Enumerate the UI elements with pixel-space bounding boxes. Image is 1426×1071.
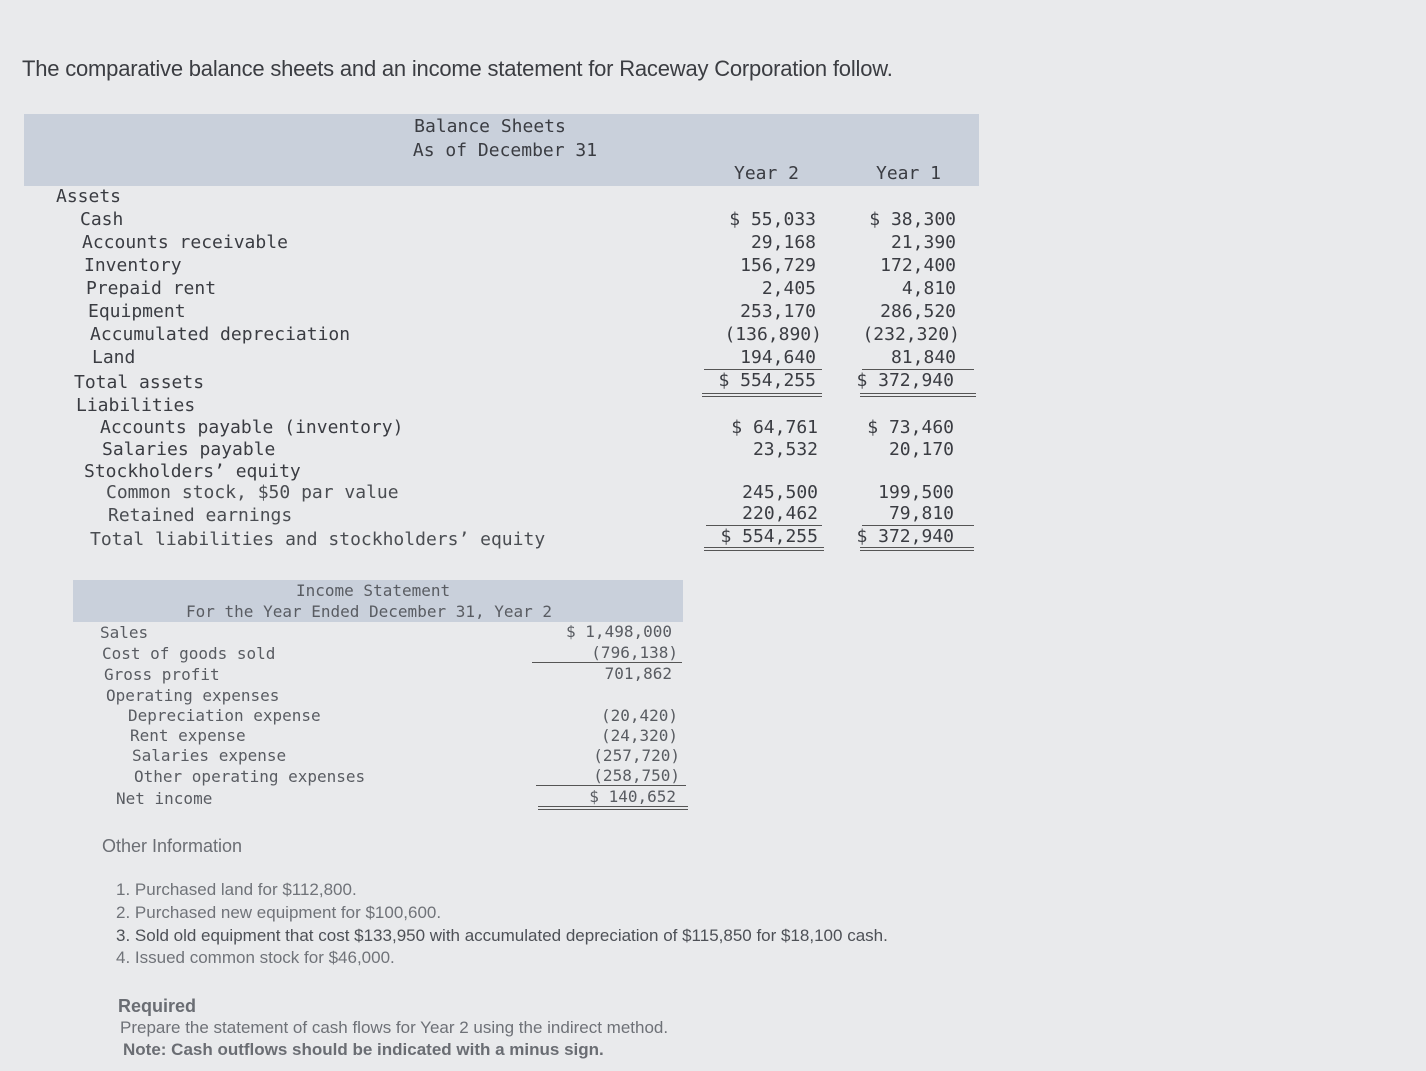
double-rule — [860, 547, 974, 548]
opex-value: (20,420) — [600, 706, 678, 725]
row-label: Common stock, $50 par value — [106, 482, 399, 503]
row-value-year-1: 4,810 — [901, 278, 956, 299]
income-statement-title: Income Statement — [296, 581, 451, 600]
intro-text: The comparative balance sheets and an income statement for Raceway Corporation follow. — [22, 56, 893, 81]
opex-label: Other operating expenses — [134, 767, 366, 786]
income-statement-subtitle: For the Year Ended December 31, Year 2 — [186, 602, 553, 621]
assets-heading: Assets — [56, 186, 122, 207]
double-rule — [704, 547, 824, 548]
cogs-value: (796,138) — [591, 643, 678, 662]
sales-value: $ 1,498,000 — [566, 622, 672, 641]
total-liabilities-equity-year-1: $ 372,940 — [856, 526, 954, 547]
row-label: Land — [92, 347, 136, 368]
required-note: Note: Cash outflows should be indicated with a minus sign. — [123, 1040, 604, 1059]
row-value-year-1: 21,390 — [890, 232, 956, 253]
total-assets-label: Total assets — [74, 372, 205, 393]
double-rule — [860, 393, 976, 394]
balance-sheet-title: Balance Sheets — [414, 116, 566, 137]
double-rule — [538, 806, 688, 807]
opex-value: (258,750) — [593, 766, 680, 785]
row-label: Prepaid rent — [86, 278, 217, 299]
opex-value: (24,320) — [600, 726, 678, 745]
opex-heading: Operating expenses — [106, 686, 280, 705]
row-label: Inventory — [84, 255, 182, 276]
net-income-label: Net income — [116, 789, 213, 808]
double-rule — [860, 396, 976, 397]
double-rule — [860, 550, 974, 551]
total-assets-year-1: $ 372,940 — [856, 370, 954, 391]
row-value-year-1: 20,170 — [888, 439, 954, 460]
double-rule — [702, 393, 822, 394]
row-value-year-2: 220,462 — [742, 503, 818, 524]
row-value-year-2: $ 55,033 — [729, 209, 816, 230]
row-value-year-2: 29,168 — [750, 232, 816, 253]
row-value-year-1: 79,810 — [888, 503, 954, 524]
row-label: Accounts payable (inventory) — [100, 417, 404, 438]
row-value-year-1: $ 73,460 — [867, 417, 954, 438]
row-value-year-1: 172,400 — [880, 255, 956, 276]
total-liabilities-equity-year-2: $ 554,255 — [720, 526, 818, 547]
opex-label: Rent expense — [130, 726, 246, 745]
row-label: Retained earnings — [108, 505, 293, 526]
row-label: Cash — [80, 209, 124, 230]
net-income-value: $ 140,652 — [589, 787, 676, 806]
equity-heading: Stockholders’ equity — [84, 461, 301, 482]
required-heading: Required — [118, 996, 197, 1016]
liabilities-heading: Liabilities — [76, 395, 196, 416]
sales-label: Sales — [100, 623, 149, 642]
row-label: Accounts receivable — [82, 232, 288, 253]
row-value-year-1: 81,840 — [890, 347, 956, 368]
row-value-year-2: 23,532 — [752, 439, 818, 460]
double-rule — [538, 809, 688, 810]
other-information-item: 4. Issued common stock for $46,000. — [116, 948, 395, 967]
other-information-item: 2. Purchased new equipment for $100,600. — [116, 903, 442, 922]
required-text: Prepare the statement of cash flows for Year 2 using the indirect method. — [120, 1018, 669, 1037]
row-value-year-1: 199,500 — [878, 482, 954, 503]
total-assets-year-2: $ 554,255 — [718, 370, 816, 391]
gross-profit-value: 701,862 — [604, 664, 672, 683]
opex-value: (257,720) — [593, 746, 680, 765]
double-rule — [702, 396, 822, 397]
row-value-year-2: 156,729 — [740, 255, 816, 276]
total-liabilities-equity-label: Total liabilities and stockholders’ equity — [90, 529, 546, 550]
column-year-2: Year 2 — [734, 163, 800, 184]
cogs-label: Cost of goods sold — [102, 644, 276, 663]
other-information-item: 1. Purchased land for $112,800. — [116, 880, 357, 899]
row-value-year-1: 286,520 — [880, 301, 956, 322]
balance-sheet-subtitle: As of December 31 — [412, 140, 598, 161]
row-value-year-2: 253,170 — [740, 301, 816, 322]
row-value-year-2: 194,640 — [740, 347, 816, 368]
subtotal-rule — [536, 785, 686, 786]
row-label: Equipment — [88, 301, 186, 322]
row-value-year-2: 245,500 — [742, 482, 818, 503]
double-rule — [704, 550, 824, 551]
subtotal-rule — [532, 662, 682, 663]
column-year-1: Year 1 — [876, 163, 942, 184]
row-label: Salaries payable — [102, 439, 276, 460]
row-value-year-2: (136,890) — [724, 324, 822, 345]
gross-profit-label: Gross profit — [104, 665, 220, 684]
row-value-year-2: 2,405 — [761, 278, 816, 299]
opex-label: Depreciation expense — [128, 706, 321, 725]
row-label: Accumulated depreciation — [90, 324, 351, 345]
other-information-heading: Other Information — [102, 836, 243, 856]
opex-label: Salaries expense — [132, 746, 287, 765]
row-value-year-2: $ 64,761 — [731, 417, 818, 438]
row-value-year-1: (232,320) — [862, 324, 960, 345]
row-value-year-1: $ 38,300 — [869, 209, 956, 230]
other-information-item: 3. Sold old equipment that cost $133,950 with accumulated depreciation of $115,850 for $18,100 cash. — [116, 926, 888, 945]
